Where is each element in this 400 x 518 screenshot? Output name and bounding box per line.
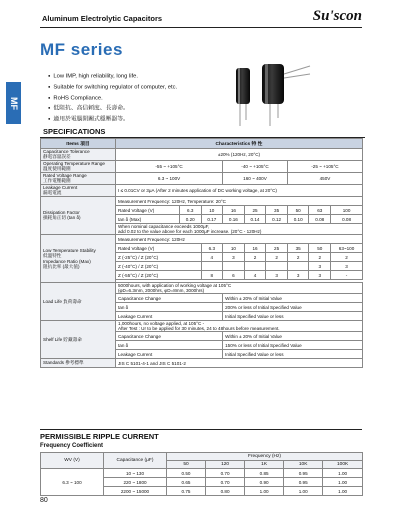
feature-item: ● 適用於電腦開關式穩壓器等。 — [48, 114, 177, 125]
load-life-key: tan δ — [116, 303, 223, 312]
capacitance-range: 2200 ~ 15000 — [104, 487, 167, 496]
tan-value: 0.20 — [179, 215, 201, 224]
impedance-ratio-label: Z (-25°C) / Z (20°C) — [116, 253, 202, 262]
dissipation-voltage: 50 — [287, 206, 309, 215]
coefficient-value: 1.00 — [323, 469, 363, 478]
impedance-value: 2 — [309, 253, 331, 262]
dissipation-voltage: 35 — [266, 206, 288, 215]
shelf-life-value: 150% or less of Initial Specified Value — [223, 341, 363, 350]
impedance-value: 8 — [201, 271, 223, 280]
ripple-table — [40, 452, 363, 496]
impedance-value: 3 — [309, 271, 331, 280]
row-label-temperature: Operating Temperature Range 溫度使用範圍 — [41, 161, 116, 173]
specifications-table — [40, 138, 363, 368]
coefficient-value: 1.00 — [245, 487, 284, 496]
frequency-value: 10K — [284, 461, 323, 469]
row-label-load-life: Load Life 負荷壽命 — [41, 283, 116, 321]
lowtemp-rv-label: Rated Voltage (V) — [116, 244, 202, 253]
lowtemp-voltage: 6.3 — [201, 244, 223, 253]
coefficient-value: 1.00 — [284, 487, 323, 496]
col-header-items: Items 項目 — [41, 139, 116, 149]
dissipation-frequency: Measurement Frequency: 120Hz, Temperature: 20°C — [116, 197, 363, 206]
load-life-value: Within ± 20% of Initial Value — [223, 294, 363, 303]
coefficient-value: 1.00 — [323, 478, 363, 487]
row-label-tolerance: Capacitance Tolerance 靜電容量誤差 — [41, 149, 116, 161]
impedance-value: 4 — [244, 271, 266, 280]
dissipation-voltage: 100 — [331, 206, 363, 215]
frequency-coefficient-title: Frequency Coefficient — [40, 443, 104, 449]
row-label-shelf-life: Shelf Life 貯藏壽命 — [41, 321, 116, 359]
impedance-value: 3 — [309, 262, 331, 271]
standards-value: JIS C 5101-4-1 and JIS C 5101-2 — [116, 359, 363, 368]
col-header-characteristics: Characteristics 特 性 — [116, 139, 363, 149]
side-tab: MF — [6, 82, 21, 124]
coefficient-value: 0.95 — [284, 469, 323, 478]
frequency-value: 100K — [323, 461, 363, 469]
impedance-value: 3 — [223, 253, 245, 262]
capacitor-image — [232, 62, 312, 128]
series-title: MF series — [40, 40, 123, 59]
feature-item: ● RoHS Compliance. — [48, 93, 177, 104]
shelf-life-value: Within ± 20% of Initial Value — [223, 332, 363, 341]
dissipation-tan-label: tan δ (Max) — [116, 215, 180, 224]
coefficient-value: 0.75 — [167, 487, 206, 496]
impedance-value: 2 — [244, 253, 266, 262]
row-label-leakage: Leakage Current 漏電電流 — [41, 185, 116, 197]
dissipation-voltage: 16 — [223, 206, 245, 215]
voltage-value: 450V — [287, 173, 362, 185]
temp-value: -55 ~ +105°C — [116, 161, 223, 173]
capacitance-range: 10 ~ 130 — [104, 469, 167, 478]
ripple-rule — [40, 429, 362, 430]
tan-value: 0.10 — [287, 215, 309, 224]
temp-value: -25 ~ +105°C — [287, 161, 362, 173]
feature-item: ● 低阻抗、高信頼度、長壽命。 — [48, 103, 177, 114]
impedance-ratio-label: Z (-55°C) / Z (20°C) — [116, 271, 202, 280]
frequency-value: 50 — [167, 461, 206, 469]
dissipation-rv-label: Rated Voltage (V) — [116, 206, 180, 215]
dissipation-voltage: 10 — [201, 206, 223, 215]
feature-item: ● Suitable for switching regulator of computer, etc. — [48, 82, 177, 93]
impedance-value: 6 — [223, 271, 245, 280]
impedance-value: 4 — [201, 253, 223, 262]
impedance-value: 2 — [287, 253, 309, 262]
lowtemp-voltage: 63~100 — [331, 244, 363, 253]
impedance-value — [223, 262, 245, 271]
shelf-life-intro: 1,000hours, no voltage applied, at 105°C - After Test : Ur to be applied for 30 minutes, 24 to 48hours before measurement. — [116, 321, 363, 332]
impedance-value — [201, 262, 223, 271]
tolerance-value: ±20% (120Hz, 20°C) — [116, 149, 363, 161]
coefficient-value: 0.65 — [167, 478, 206, 487]
coefficient-value: 0.70 — [206, 478, 245, 487]
tan-value: 0.17 — [201, 215, 223, 224]
frequency-value: 120 — [206, 461, 245, 469]
shelf-life-value: Initial Specified Value or less — [223, 350, 363, 359]
coefficient-value: 0.50 — [167, 469, 206, 478]
lowtemp-voltage: 16 — [244, 244, 266, 253]
tan-value: 0.14 — [244, 215, 266, 224]
feature-item: ● Low IMP, high reliability, long life. — [48, 71, 177, 82]
shelf-life-key: Capacitance Change — [116, 332, 223, 341]
lowtemp-voltage: 25 — [266, 244, 288, 253]
header-rule — [40, 27, 362, 28]
shelf-life-key: Leakage Current — [116, 350, 223, 359]
impedance-value: 3 — [266, 271, 288, 280]
coefficient-value: 0.95 — [284, 478, 323, 487]
impedance-value: 3 — [287, 271, 309, 280]
dissipation-note: When nominal capacitance exceeds 1000μF, add 0.02 to the value above for each 1000μF increase. (20°C - 120Hz) — [116, 224, 363, 235]
lowtemp-frequency: Measurement Frequency: 120Hz — [116, 235, 363, 244]
frequency-header: Frequency (Hz) — [167, 453, 363, 461]
impedance-value: - — [331, 271, 363, 280]
dissipation-voltage: 25 — [244, 206, 266, 215]
impedance-value: 2 — [266, 253, 288, 262]
impedance-value — [244, 262, 266, 271]
row-label-standards: Standards 參考標準 — [41, 359, 116, 368]
feature-list — [48, 71, 177, 125]
section-title-specifications: SPECIFICATIONS — [40, 126, 365, 138]
wv-header: WV (V) — [41, 453, 104, 469]
coefficient-value: 0.70 — [206, 469, 245, 478]
row-label-low-temp: Low Temperature Stability 低溫特性 Impedance Ratio (Max) 阻抗比率 (最大值) — [41, 235, 116, 283]
voltage-value: 160 ~ 400V — [223, 173, 288, 185]
capacitance-header: Capacitance (μF) — [104, 453, 167, 469]
load-life-key: Capacitance Change — [116, 294, 223, 303]
impedance-ratio-label: Z (-40°C) / Z (20°C) — [116, 262, 202, 271]
impedance-value — [266, 262, 288, 271]
tan-value: 0.16 — [223, 215, 245, 224]
tan-value: 0.08 — [309, 215, 331, 224]
dissipation-voltage: 63 — [309, 206, 331, 215]
impedance-value — [287, 262, 309, 271]
lowtemp-voltage: 35 — [287, 244, 309, 253]
row-label-voltage: Rated Voltage Range 工作電壓範圍 — [41, 173, 116, 185]
temp-value: -40 ~ +105°C — [223, 161, 288, 173]
lowtemp-voltage: 50 — [309, 244, 331, 253]
impedance-value: 2 — [331, 253, 363, 262]
shelf-life-key: tan δ — [116, 341, 223, 350]
coefficient-value: 0.85 — [245, 469, 284, 478]
header-category: Aluminum Electrolytic Capacitors — [42, 14, 163, 23]
capacitance-range: 220 ~ 1800 — [104, 478, 167, 487]
wv-value: 6.3 ~ 100 — [41, 469, 104, 496]
frequency-value: 1K — [245, 461, 284, 469]
voltage-value: 6.3 ~ 100V — [116, 173, 223, 185]
load-life-key: Leakage Current — [116, 312, 223, 321]
section-title-ripple: PERMISSIBLE RIPPLE CURRENT — [40, 432, 159, 441]
tan-value: 0.12 — [266, 215, 288, 224]
dissipation-voltage: 6.3 — [179, 206, 201, 215]
row-label-dissipation: Dissipation Factor 損耗角正切 (tan δ) — [41, 197, 116, 235]
brand-logo: Su'scon — [312, 8, 362, 24]
page-number: 80 — [40, 497, 48, 504]
coefficient-value: 1.00 — [323, 487, 363, 496]
coefficient-value: 0.80 — [206, 487, 245, 496]
leakage-value: I ≤ 0.01CV or 3μA (After 2 minutes application of DC working voltage, at 20°C) — [116, 185, 363, 197]
lowtemp-voltage: 10 — [223, 244, 245, 253]
load-life-value: Initial Specified Value or less — [223, 312, 363, 321]
load-life-value: 200% or less of Initial Specified Value — [223, 303, 363, 312]
coefficient-value: 0.90 — [245, 478, 284, 487]
tan-value: 0.08 — [331, 215, 363, 224]
impedance-value: 3 — [331, 262, 363, 271]
load-life-intro: 5000hours, with application of working voltage at 105°C (φD=6.3mm, 2000hrs, φD=8mm, 3000hrs) — [116, 283, 363, 294]
